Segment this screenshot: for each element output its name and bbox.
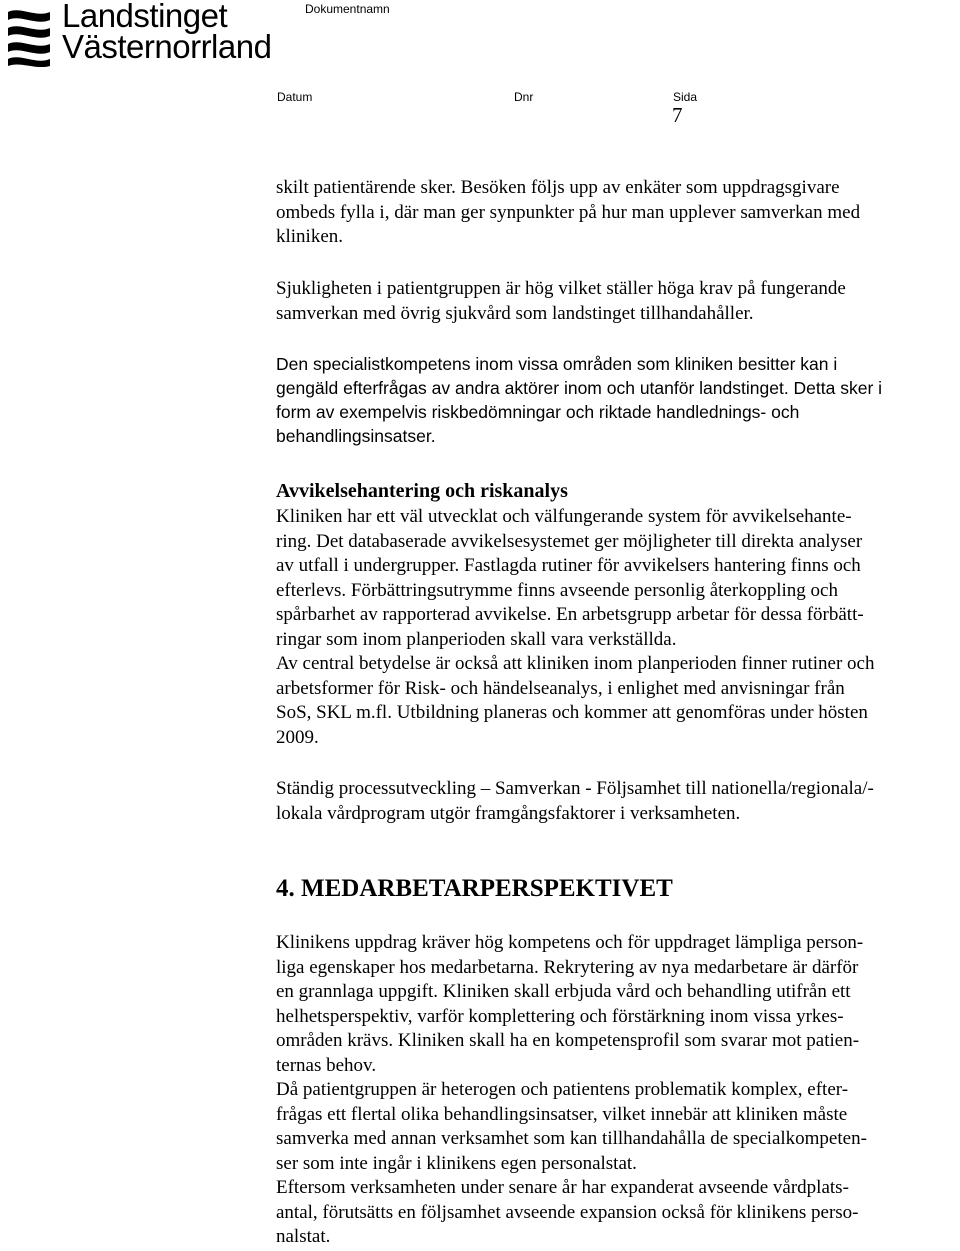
text-line: Ständig processutveckling – Samverkan - Följsamhet till nationella/regionala/- bbox=[276, 778, 874, 799]
paragraph-process bbox=[276, 777, 960, 826]
text-line: arbetsformer för Risk- och händelseanalys, i enlighet med anvisningar från bbox=[276, 677, 845, 699]
text-line: ternas behov. bbox=[276, 1054, 377, 1076]
date-label: Datum bbox=[277, 90, 313, 104]
org-name-line1: Landstinget bbox=[62, 0, 228, 34]
text-line: ser som inte ingår i klinikens egen personalstat. bbox=[276, 1152, 637, 1174]
text-line: kliniken. bbox=[276, 226, 344, 247]
paragraph-deviation bbox=[276, 505, 960, 750]
text-line: SoS, SKL m.fl. Utbildning planeras och kommer att genomföras under hösten bbox=[276, 702, 868, 723]
text-line: gengäld efterfrågas av andra aktörer inom och utanför landstinget. Detta sker i bbox=[276, 378, 883, 398]
text-line: antal, förutsätts en följsamhet avseende expansion också för klinikens perso- bbox=[276, 1201, 859, 1223]
text-line: Kliniken har ett väl utvecklat och välfungerande system för avvikelsehante- bbox=[276, 506, 852, 527]
text-line: ombeds fylla i, där man ger synpunkter på hur man upplever samverkan med bbox=[276, 201, 861, 223]
dnr-label: Dnr bbox=[514, 90, 534, 104]
text-line: 2009. bbox=[276, 726, 319, 748]
heading-deviation: Avvikelsehantering och riskanalys bbox=[276, 480, 568, 502]
page-label: Sida bbox=[673, 90, 698, 104]
text-line: en grannlaga uppgift. Kliniken skall erbjuda vård och behandling utifrån ett bbox=[276, 981, 851, 1002]
text-line: spårbarhet av rapporterad avvikelse. En arbetsgrupp arbetar för dessa förbätt- bbox=[276, 604, 864, 625]
text-line: Av central betydelse är också att kliniken inom planperioden finner rutiner och bbox=[276, 653, 875, 674]
paragraph-visits bbox=[276, 176, 960, 250]
doc-name-label: Dokumentnamn bbox=[305, 2, 390, 16]
text-line: ring. Det databaserade avvikelsesystemet ger möjligheter till direkta analyser bbox=[276, 530, 863, 552]
text-line: av utfall i undergrupper. Fastlagda rutiner för avvikelsers hantering finns och bbox=[276, 555, 861, 576]
page-number: 7 bbox=[672, 103, 683, 127]
text-line: nalstat. bbox=[276, 1226, 331, 1247]
text-line: Den specialistkompetens inom vissa områden som kliniken besitter kan i bbox=[276, 354, 838, 374]
text-line: liga egenskaper hos medarbetarna. Rekrytering av nya medarbetare är därför bbox=[276, 956, 859, 978]
text-line: form av exempelvis riskbedömningar och riktade handlednings- och bbox=[276, 402, 800, 422]
text-line: Sjukligheten i patientgruppen är hög vilket ställer höga krav på fungerande bbox=[276, 278, 846, 299]
text-line: helhetsperspektiv, varför komplettering och förstärkning inom vissa yrkes- bbox=[276, 1005, 844, 1027]
text-line: ringar som inom planperioden skall vara verkställda. bbox=[276, 628, 677, 650]
text-line: skilt patientärende sker. Besöken följs upp av enkäter som uppdragsgivare bbox=[276, 177, 840, 198]
paragraph-specialist bbox=[276, 352, 960, 448]
text-line: efterlevs. Förbättringsutrymme finns avseende personlig återkoppling och bbox=[276, 579, 838, 601]
text-line: samverkan med övrig sjukvård som landstinget tillhandahåller. bbox=[276, 302, 754, 324]
text-line: områden krävs. Kliniken skall ha en kompetensprofil som svarar mot patien- bbox=[276, 1030, 860, 1051]
section-heading: 4. MEDARBETARPERSPEKTIVET bbox=[276, 875, 673, 902]
paragraph-staff bbox=[276, 931, 960, 1250]
org-name-line2: Västernorrland bbox=[62, 28, 272, 65]
text-line: Klinikens uppdrag kräver hög kompetens och för uppdraget lämpliga person- bbox=[276, 932, 864, 953]
text-line: Eftersom verksamheten under senare år har expanderat avseende vårdplats- bbox=[276, 1177, 849, 1198]
text-line: behandlingsinsatser. bbox=[276, 426, 436, 446]
text-line: lokala vårdprogram utgör framgångsfaktorer i verksamheten. bbox=[276, 802, 741, 824]
text-line: Då patientgruppen är heterogen och patientens problematik komplex, efter- bbox=[276, 1079, 849, 1100]
region-emblem-icon bbox=[4, 6, 54, 68]
text-line: samverka med annan verksamhet som kan tillhandahålla de specialkompeten- bbox=[276, 1128, 867, 1149]
org-logo bbox=[0, 0, 300, 72]
text-line: frågas ett flertal olika behandlingsinsatser, vilket innebär att kliniken måste bbox=[276, 1103, 848, 1125]
paragraph-morbidity bbox=[276, 277, 960, 326]
